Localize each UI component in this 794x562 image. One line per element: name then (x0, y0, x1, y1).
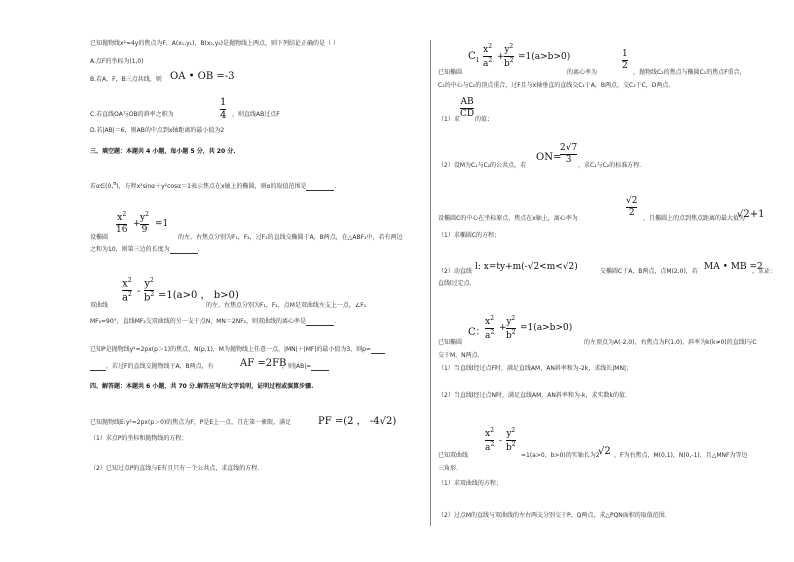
q15-eq-tail: =1(a>0 ， b>0) (158, 290, 239, 301)
q18-on-fraction: 2√7 3 (560, 143, 578, 165)
q18-mid: 的离心率为 (567, 69, 598, 76)
q-parabola-stem: 已知抛物线x²=4y的焦点为F，A(x₁,y₁)，B(x₂,y₂)是抛物线上两点，则下列结论正确的是（ ） (90, 40, 339, 47)
q15-frac-y: $y^2$ $b^2$ (144, 277, 155, 304)
q21-line2: 三角形. (438, 465, 458, 472)
q14-prefix: 设椭圆 (90, 234, 109, 241)
q20-frac-x: $x^2$ $a^2$ (485, 315, 495, 341)
q21-part2: （2）过点M的直线与双曲线的左右两支分别交于P、Q两点，求△PQN面积的取值范围. (438, 512, 667, 519)
q14-eq-tail: =1 (155, 219, 169, 229)
q19-line1-prefix: 设椭圆C的中心在坐标原点，焦点在x轴上，离心率为 (438, 215, 578, 222)
q20-part2: （2）当直线l经过点N时，满足直线AM，AN斜率和为-k，求实数k的值. (438, 392, 627, 399)
q18-on-expr: ON= (536, 152, 562, 163)
q16-line1: 已知P是抛物线y²=2px(p＞1)的焦点，N(p,1)，M为抛物线上任意一点，|MN|＋|MF|的最小值为3，则p= (90, 346, 385, 354)
q19-part2-mid: 交椭圆C于A，B两点，点M(2,0)，若 (600, 268, 698, 275)
q14-line2: 之和为10，则第三边的长度为 . (90, 246, 200, 253)
q21-frac-y: $y^2$ $b^2$ (506, 427, 516, 453)
q19-line1-suffix: ，且椭圆上的点到焦点距离的最大值为 (643, 215, 746, 222)
q18-ab-cd-fraction: AB CD (460, 97, 475, 119)
q18-frac-x: $x^2$ $a^2$ (483, 43, 493, 69)
q21-eq-tail: =1(a>0，b>0)的实轴长为2 (521, 452, 600, 459)
option-b-vector-expr: OA • OB =-3 (170, 71, 235, 82)
q18-part1-prefix: （1）求 (438, 116, 460, 123)
column-divider (430, 40, 431, 526)
q21-prefix: 已知双曲线 (438, 452, 469, 459)
q18-line1-suffix: ，抛物线C₂的焦点与椭圆C₁的焦点F重合， (633, 69, 746, 76)
option-c-suffix: ，则直线AB过点F (232, 111, 280, 118)
option-b-prefix: B.若A，F，B三点共线，则 (90, 76, 162, 83)
q21-frac-x: $x^2$ $a^2$ (485, 427, 495, 453)
q19-part2-suffix: ，求证： (752, 268, 777, 275)
q18-part1-suffix: 的值； (475, 116, 494, 123)
q20-line1: 的左顶点为A(-2,0)，右焦点为F(1,0)，斜率为k(k≠0)的直线l与C (584, 339, 757, 346)
q18-c1: $C_1$ (468, 51, 480, 64)
q16-line2-suffix: ，则|AB|= (282, 363, 329, 371)
option-d: D.若|AB|＝6，则AB的中点到x轴距离的最小值为2 (90, 127, 225, 134)
q21-part1: （1）求双曲线的方程； (438, 480, 502, 487)
section-3-title: 三、填空题：本题共 4 小题，每小题 5 分，共 20 分. (90, 148, 236, 155)
q18-eccentricity-fraction: 1 2 (622, 49, 628, 71)
q18-prefix: 已知椭圆 (438, 69, 463, 76)
option-c-prefix: C.若直线OA与OB的斜率之积为 (90, 111, 174, 118)
q20-prefix: 已知椭圆 (438, 339, 463, 346)
q19-ma-mb-expr: MA • MB =2 (704, 262, 763, 272)
q18-line2: C₂的中心与C₁的顶点重合，过F且与x轴垂直的直线交C₁于A，B两点，交C₂于C，D两点。 (438, 82, 675, 89)
q20-part1: （1）当直线l经过点F时，满足直线AM，AN斜率和为-2k，求线长|MN|； (438, 365, 632, 372)
q15-prefix: 双曲线 (90, 302, 109, 309)
q17-prefix: 已知抛物线E:y²=2px(p＞0)的焦点为F，P是E上一点，且在第一象限，满足 (90, 419, 292, 426)
q21-sqrt: √2 (598, 446, 611, 457)
q17-part2: （2）已知过点P的直线与E有且只有一个公共点，求直线的方程. (90, 465, 260, 472)
q15-line1: 的左、右焦点分别为F₁，F₂，点M是双曲线左支上一点，∠F₁ (206, 302, 367, 309)
q19-part2-prefix: （2）动直线 (438, 268, 472, 275)
q19-eccentricity-fraction: √2 2 (626, 196, 638, 218)
q20-line2: 交于M，N两点. (438, 352, 480, 359)
q16-line2-prefix: ，若过F的直线交抛物线于A，B两点，有 (90, 363, 214, 371)
option-a: A.点F的坐标为(1,0) (90, 58, 144, 65)
q19-line-l: l: x=ty+m(-√2<m<√2) (475, 262, 578, 272)
q15-frac-x: $x^2$ $a^2$ (122, 277, 132, 304)
q18-eq-tail: =1(a>b>0) (518, 52, 571, 62)
q18-part2-suffix: ，求C₁与C₂的标准方程. (578, 162, 642, 169)
q13-text: 若α∈(0,$^\pi$)，方程x²sinα＋y²cosα＝1表示焦点在x轴上的椭圆，则α的取值范围是 . (90, 181, 337, 190)
q15-line2: MF₂=90°，直线MF₂交双曲线的另一支于点N，MN＝2NF₂，则双曲线的离心率是 . (90, 318, 336, 325)
option-c-fraction: 1 4 (220, 97, 227, 121)
q19-max-value: √2+1 (737, 209, 765, 220)
q14-frac-x: $x^2$ 16 (116, 211, 128, 235)
q17-vector-expr: PF =(2 ， -4√2) (318, 416, 397, 427)
q18-frac-y: $y^2$ $b^2$ (504, 43, 514, 69)
q18-part2-prefix: （2）设M为C₁与C₂的公共点，若 (438, 162, 527, 169)
answer-blank (306, 184, 334, 191)
q14-line1: 的左、右焦点分别为F₁，F₂，过F₂的直线交椭圆于A，B两点，在△ABF₁中，若有两边 (178, 234, 403, 241)
q20-frac-y: $y^2$ $b^2$ (506, 315, 516, 341)
q20-eq-tail: =1(a>b>0) (520, 323, 573, 333)
q21-mid: ，F为右焦点，M(0,1)，N(0,-1)，且△MNF为等边 (614, 452, 748, 459)
section-4-title: 四、解答题：本题共 6 小题，共 70 分.解答应写出文字说明，证明过程或演算步骤. (90, 383, 314, 390)
q16-vector-expr: AF =2FB (240, 358, 287, 369)
q19-part2-line2: 直线l过定点. (438, 280, 472, 287)
q17-part1: （1）求点P的坐标和抛物线的方程； (90, 435, 188, 442)
q14-frac-y: $y^2$ 9 (140, 211, 149, 235)
q20-c: C： (468, 327, 486, 338)
q19-part1: （1）求椭圆C的方程； (438, 232, 501, 239)
